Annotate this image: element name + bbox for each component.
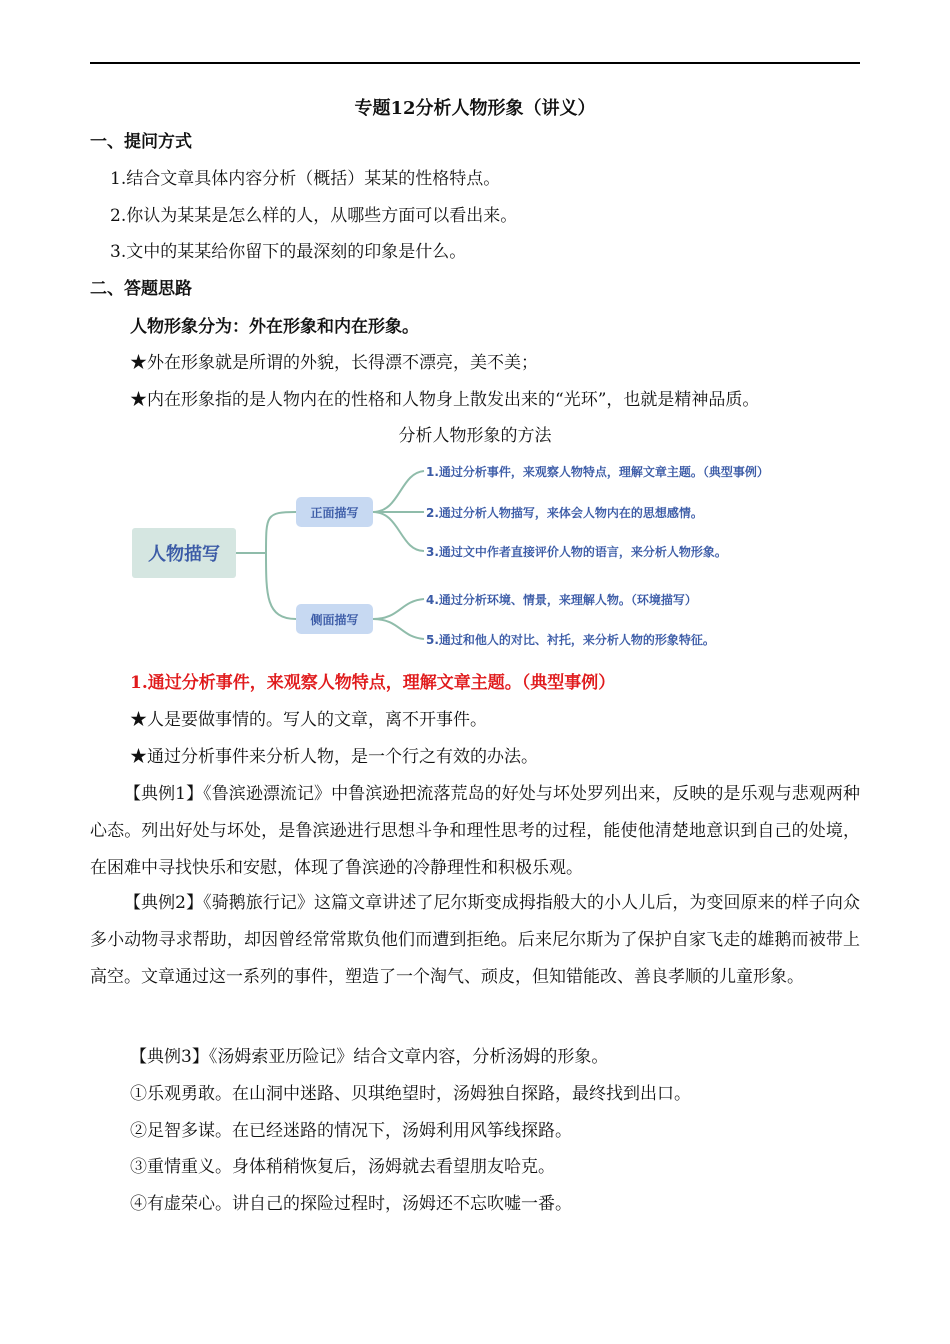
- inner-image-note: ★内在形象指的是人物内在的性格和人物身上散发出来的“光环”，也就是精神品质。: [130, 390, 760, 410]
- branch-indirect-description: 侧面描写: [296, 604, 373, 634]
- trait-4: ④有虚荣心。讲自己的探险过程时，汤姆还不忘吹嘘一番。: [130, 1194, 572, 1214]
- question-item-2: 2.你认为某某是怎么样的人，从哪些方面可以看出来。: [110, 206, 518, 226]
- method1-heading: 1.通过分析事件，来观察人物特点，理解文章主题。（典型事例）: [130, 673, 616, 693]
- mindmap-leaf-2: 2.通过分析人物描写，来体会人物内在的思想感情。: [426, 506, 703, 520]
- trait-2: ②足智多谋。在已经迷路的情况下，汤姆利用风筝线探路。: [130, 1121, 572, 1141]
- method1-note-1: ★人是要做事情的。写人的文章，离不开事件。: [130, 710, 487, 730]
- trait-3: ③重情重义。身体稍稍恢复后，汤姆就去看望朋友哈克。: [130, 1157, 555, 1177]
- outer-image-note: ★外在形象就是所谓的外貌，长得漂不漂亮，美不美；: [130, 353, 538, 373]
- mindmap-caption: 分析人物形象的方法: [398, 426, 552, 446]
- method1-note-2: ★通过分析事件来分析人物，是一个行之有效的办法。: [130, 747, 538, 767]
- question-item-3: 3.文中的某某给你留下的最深刻的印象是什么。: [110, 242, 467, 262]
- branch-direct-description: 正面描写: [296, 497, 373, 527]
- example-2: 【典例2】《骑鹅旅行记》这篇文章讲述了尼尔斯变成拇指般大的小人儿后，为变回原来的样子向众多小动物寻求帮助，却因曾经常常欺负他们而遭到拒绝。后来尼尔斯为了保护自家飞走的雄鹅而被带上高空。文章通过这一系列的事件，塑造了一个淘气、顽皮，但知错能改、善良孝顺的儿童形象。: [90, 893, 860, 987]
- mindmap-leaf-1: 1.通过分析事件，来观察人物特点，理解文章主题。（典型事例）: [426, 465, 769, 479]
- mindmap-leaf-4: 4.通过分析环境、情景，来理解人物。（环境描写）: [426, 593, 697, 607]
- page-title: 专题12分析人物形象（讲义）: [354, 98, 596, 119]
- section1-heading: 一、提问方式: [90, 132, 192, 152]
- section2-heading: 二、答题思路: [90, 279, 192, 299]
- section2-intro: 人物形象分为：外在形象和内在形象。: [130, 317, 419, 337]
- question-item-1: 1.结合文章具体内容分析（概括）某某的性格特点。: [110, 169, 501, 189]
- example-1: 【典例1】《鲁滨逊漂流记》中鲁滨逊把流落荒岛的好处与坏处罗列出来，反映的是乐观与悲观两种心态。列出好处与坏处，是鲁滨逊进行思想斗争和理性思考的过程，能使他清楚地意识到自己的处境，在困难中寻找快乐和安慰，体现了鲁滨逊的冷静理性和积极乐观。: [90, 784, 860, 878]
- mindmap-leaf-3: 3.通过文中作者直接评价人物的语言，来分析人物形象。: [426, 545, 727, 559]
- example-3: 【典例3】《汤姆索亚历险记》结合文章内容，分析汤姆的形象。: [130, 1047, 609, 1067]
- mindmap-root: 人物描写: [132, 528, 236, 578]
- trait-1: ①乐观勇敢。在山洞中迷路、贝琪绝望时，汤姆独自探路，最终找到出口。: [130, 1084, 691, 1104]
- mindmap: [130, 455, 830, 655]
- mindmap-leaf-5: 5.通过和他人的对比、衬托，来分析人物的形象特征。: [426, 633, 715, 647]
- top-rule: [90, 62, 860, 64]
